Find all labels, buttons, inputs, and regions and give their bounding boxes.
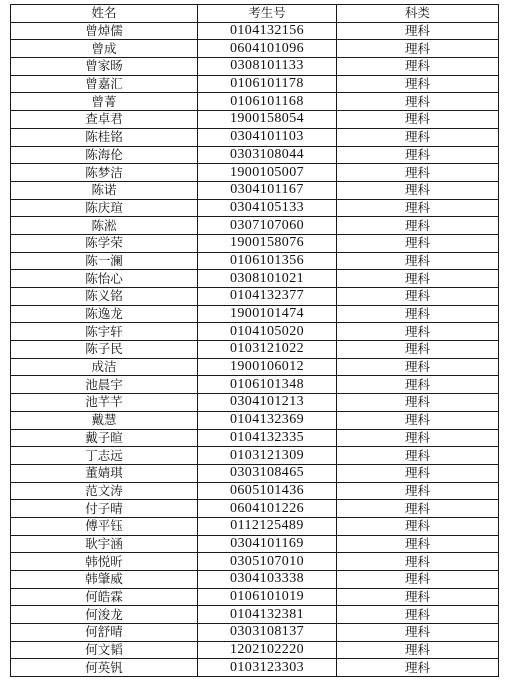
table-row [11, 553, 499, 571]
table-row [11, 535, 499, 553]
name-cell: 陈宇轩 [11, 323, 198, 341]
exam-id-cell: 0103121022 [198, 341, 337, 359]
table-row [11, 128, 499, 146]
exam-id-cell: 0106101168 [198, 93, 337, 111]
table-body [11, 22, 499, 676]
table-row [11, 411, 499, 429]
table-row [11, 571, 499, 589]
exam-id-cell: 0304101167 [198, 181, 337, 199]
exam-id-cell: 1202102220 [198, 641, 337, 659]
subject-cell: 理科 [337, 288, 499, 306]
subject-cell: 理科 [337, 323, 499, 341]
exam-id-cell: 0304105133 [198, 199, 337, 217]
subject-cell: 理科 [337, 270, 499, 288]
subject-cell: 理科 [337, 305, 499, 323]
exam-id-cell: 0104132156 [198, 22, 337, 40]
subject-cell: 理科 [337, 571, 499, 589]
table-row [11, 641, 499, 659]
name-cell: 丁志远 [11, 447, 198, 465]
subject-cell: 理科 [337, 341, 499, 359]
subject-cell: 理科 [337, 659, 499, 677]
table-header [11, 5, 499, 23]
name-cell: 傅平钰 [11, 517, 198, 535]
name-cell: 何舒晴 [11, 624, 198, 642]
name-cell: 何浚龙 [11, 606, 198, 624]
subject-cell: 理科 [337, 358, 499, 376]
subject-cell: 理科 [337, 535, 499, 553]
header-exam-id: 考生号 [198, 5, 337, 23]
name-cell: 何皓霖 [11, 588, 198, 606]
table-row [11, 464, 499, 482]
table-row [11, 146, 499, 164]
exam-id-cell: 0106101019 [198, 588, 337, 606]
exam-id-cell: 0104132335 [198, 429, 337, 447]
table-row [11, 111, 499, 129]
header-name: 姓名 [11, 5, 198, 23]
table-row [11, 659, 499, 677]
exam-id-cell: 0303108137 [198, 624, 337, 642]
exam-id-cell: 0103121309 [198, 447, 337, 465]
name-cell: 何英钒 [11, 659, 198, 677]
subject-cell: 理科 [337, 553, 499, 571]
table-row [11, 482, 499, 500]
name-cell: 范文涛 [11, 482, 198, 500]
name-cell: 陈庆瑄 [11, 199, 198, 217]
table-row [11, 164, 499, 182]
exam-id-cell: 0104132381 [198, 606, 337, 624]
exam-id-cell: 1900105007 [198, 164, 337, 182]
subject-cell: 理科 [337, 58, 499, 76]
exam-id-cell: 0604101096 [198, 40, 337, 58]
exam-id-cell: 0104132377 [198, 288, 337, 306]
table-row [11, 199, 499, 217]
table-row [11, 500, 499, 518]
table-row [11, 40, 499, 58]
subject-cell: 理科 [337, 111, 499, 129]
name-cell: 曾焯儒 [11, 22, 198, 40]
exam-id-cell: 1900101474 [198, 305, 337, 323]
name-cell: 陈诺 [11, 181, 198, 199]
exam-id-cell: 0106101348 [198, 376, 337, 394]
exam-id-cell: 0304101213 [198, 394, 337, 412]
table-row [11, 22, 499, 40]
subject-cell: 理科 [337, 517, 499, 535]
subject-cell: 理科 [337, 464, 499, 482]
subject-cell: 理科 [337, 234, 499, 252]
exam-id-cell: 1900158054 [198, 111, 337, 129]
exam-id-cell: 0304103338 [198, 571, 337, 589]
subject-cell: 理科 [337, 252, 499, 270]
exam-id-cell: 0104105020 [198, 323, 337, 341]
name-cell: 陈逸龙 [11, 305, 198, 323]
name-cell: 曾嘉汇 [11, 75, 198, 93]
subject-cell: 理科 [337, 606, 499, 624]
table-row [11, 217, 499, 235]
table-row [11, 234, 499, 252]
name-cell: 池芊芊 [11, 394, 198, 412]
subject-cell: 理科 [337, 588, 499, 606]
name-cell: 戴子暄 [11, 429, 198, 447]
name-cell: 查卓君 [11, 111, 198, 129]
name-cell: 付子晴 [11, 500, 198, 518]
subject-cell: 理科 [337, 217, 499, 235]
subject-cell: 理科 [337, 624, 499, 642]
subject-cell: 理科 [337, 146, 499, 164]
table-row [11, 358, 499, 376]
subject-cell: 理科 [337, 429, 499, 447]
subject-cell: 理科 [337, 93, 499, 111]
exam-id-cell: 0605101436 [198, 482, 337, 500]
exam-id-cell: 0303108465 [198, 464, 337, 482]
exam-id-cell: 0104132369 [198, 411, 337, 429]
exam-id-cell: 0106101356 [198, 252, 337, 270]
table-row [11, 270, 499, 288]
exam-id-cell: 0305107010 [198, 553, 337, 571]
table-row [11, 252, 499, 270]
name-cell: 曾菁 [11, 93, 198, 111]
subject-cell: 理科 [337, 40, 499, 58]
table-row [11, 376, 499, 394]
name-cell: 戴慧 [11, 411, 198, 429]
exam-id-cell: 0604101226 [198, 500, 337, 518]
table-row [11, 305, 499, 323]
name-cell: 成洁 [11, 358, 198, 376]
name-cell: 陈一澜 [11, 252, 198, 270]
subject-cell: 理科 [337, 199, 499, 217]
exam-id-cell: 1900106012 [198, 358, 337, 376]
exam-id-cell: 0112125489 [198, 517, 337, 535]
subject-cell: 理科 [337, 75, 499, 93]
exam-id-cell: 0103123303 [198, 659, 337, 677]
table-row [11, 323, 499, 341]
table-row [11, 394, 499, 412]
student-list-table [10, 4, 499, 677]
table-row [11, 606, 499, 624]
name-cell: 耿宇涵 [11, 535, 198, 553]
table-row [11, 517, 499, 535]
name-cell: 韩悦昕 [11, 553, 198, 571]
name-cell: 陈海伦 [11, 146, 198, 164]
name-cell: 董婧琪 [11, 464, 198, 482]
name-cell: 陈学荣 [11, 234, 198, 252]
subject-cell: 理科 [337, 500, 499, 518]
subject-cell: 理科 [337, 376, 499, 394]
exam-id-cell: 0307107060 [198, 217, 337, 235]
name-cell: 陈子民 [11, 341, 198, 359]
table-row [11, 624, 499, 642]
exam-id-cell: 0303108044 [198, 146, 337, 164]
subject-cell: 理科 [337, 128, 499, 146]
exam-id-cell: 0304101169 [198, 535, 337, 553]
header-row [11, 5, 499, 23]
table-row [11, 288, 499, 306]
subject-cell: 理科 [337, 411, 499, 429]
name-cell: 陈淞 [11, 217, 198, 235]
exam-id-cell: 0308101133 [198, 58, 337, 76]
name-cell: 曾成 [11, 40, 198, 58]
exam-id-cell: 0308101021 [198, 270, 337, 288]
subject-cell: 理科 [337, 394, 499, 412]
name-cell: 陈怡心 [11, 270, 198, 288]
name-cell: 韩肇威 [11, 571, 198, 589]
subject-cell: 理科 [337, 181, 499, 199]
exam-id-cell: 0106101178 [198, 75, 337, 93]
name-cell: 陈梦洁 [11, 164, 198, 182]
subject-cell: 理科 [337, 641, 499, 659]
table-row [11, 341, 499, 359]
table-row [11, 447, 499, 465]
subject-cell: 理科 [337, 22, 499, 40]
exam-id-cell: 0304101103 [198, 128, 337, 146]
subject-cell: 理科 [337, 447, 499, 465]
table-row [11, 181, 499, 199]
subject-cell: 理科 [337, 164, 499, 182]
name-cell: 陈桂铭 [11, 128, 198, 146]
table-row [11, 58, 499, 76]
subject-cell: 理科 [337, 482, 499, 500]
name-cell: 陈义铭 [11, 288, 198, 306]
table-row [11, 93, 499, 111]
table-row [11, 429, 499, 447]
table-row [11, 588, 499, 606]
name-cell: 何文韬 [11, 641, 198, 659]
exam-id-cell: 1900158076 [198, 234, 337, 252]
name-cell: 曾家旸 [11, 58, 198, 76]
name-cell: 池晨宇 [11, 376, 198, 394]
header-subject: 科类 [337, 5, 499, 23]
table-row [11, 75, 499, 93]
